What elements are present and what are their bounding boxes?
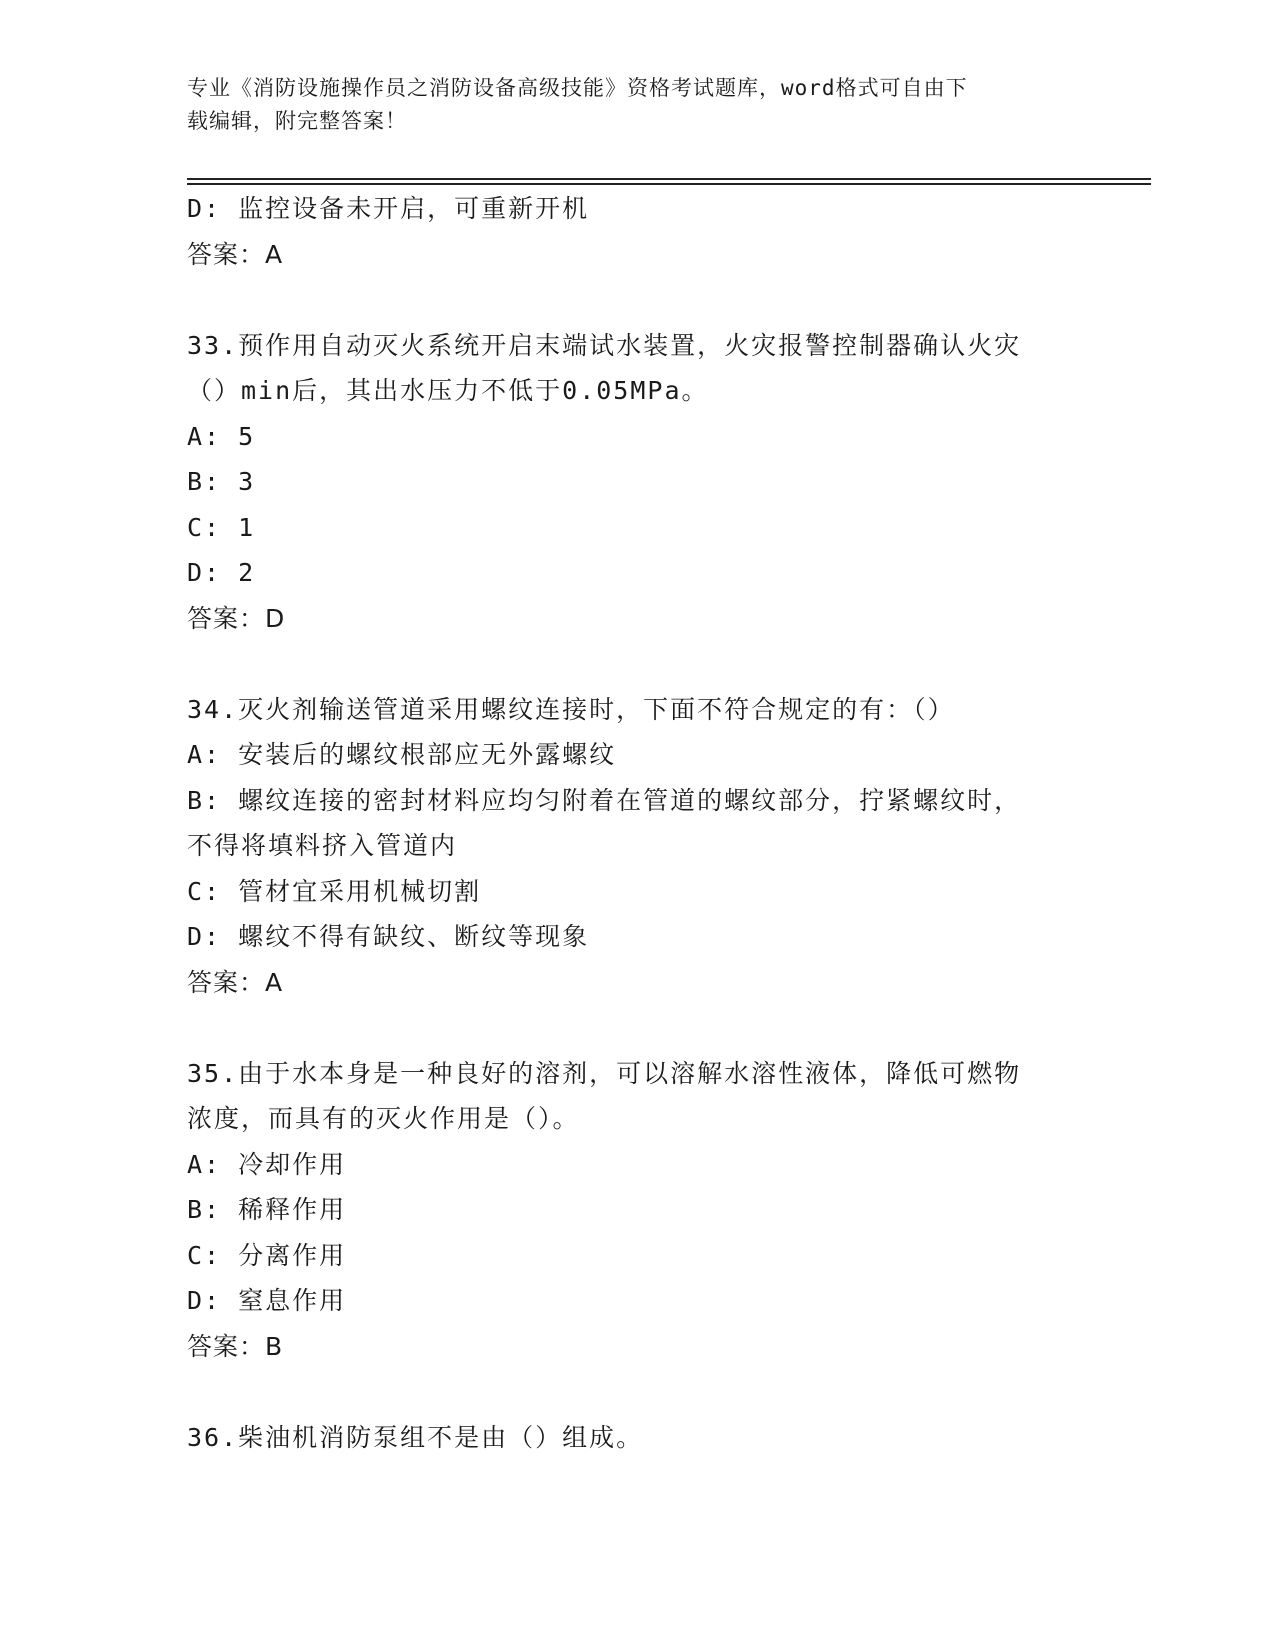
option-d: D: 2 xyxy=(187,558,256,587)
spacer xyxy=(187,1005,1087,1051)
question-content xyxy=(187,186,1087,1460)
answer: 答案：B xyxy=(187,1331,284,1361)
option-c: C: 管材宜采用机械切割 xyxy=(187,876,482,906)
option-c: C: 分离作用 xyxy=(187,1240,347,1270)
spacer xyxy=(187,277,1087,323)
question-stem: 36.柴油机消防泵组不是由（）组成。 xyxy=(187,1422,644,1452)
document-header xyxy=(187,72,1067,138)
question-32-tail xyxy=(187,186,1087,277)
question-36 xyxy=(187,1415,1087,1461)
option-b: B: 稀释作用 xyxy=(187,1195,347,1224)
question-stem-continued: 浓度，而具有的灭火作用是（）。 xyxy=(187,1104,580,1133)
question-stem-continued: （）min后，其出水压力不低于0.05MPa。 xyxy=(187,376,709,405)
option-c: C: 1 xyxy=(187,512,256,542)
question-34 xyxy=(187,687,1087,1006)
header-line-2: 载编辑，附完整答案！ xyxy=(187,109,407,133)
option-a: A: 安装后的螺纹根部应无外露螺纹 xyxy=(187,740,617,769)
answer: 答案：A xyxy=(187,967,284,997)
question-stem: 35.由于水本身是一种良好的溶剂，可以溶解水溶性液体，降低可燃物 xyxy=(187,1058,1022,1088)
question-33 xyxy=(187,323,1087,642)
question-stem: 34.灭火剂输送管道采用螺纹连接时，下面不符合规定的有：（） xyxy=(187,694,955,724)
header-line-1: 专业《消防设施操作员之消防设备高级技能》资格考试题库，word格式可自由下 xyxy=(187,76,968,100)
option-a: A: 冷却作用 xyxy=(187,1149,347,1179)
spacer xyxy=(187,1369,1087,1415)
option-b: B: 3 xyxy=(187,467,256,496)
option-a: A: 5 xyxy=(187,421,256,451)
option-b-continued: 不得将填料挤入管道内 xyxy=(187,831,458,860)
option-d: D: 监控设备未开启，可重新开机 xyxy=(187,194,590,223)
question-35 xyxy=(187,1051,1087,1370)
answer: 答案：A xyxy=(187,239,284,269)
header-divider-bottom xyxy=(187,183,1151,185)
option-d: D: 螺纹不得有缺纹、断纹等现象 xyxy=(187,922,590,951)
answer: 答案：D xyxy=(187,603,286,633)
header-divider-top xyxy=(187,178,1151,180)
option-b: B: 螺纹连接的密封材料应均匀附着在管道的螺纹部分，拧紧螺纹时， xyxy=(187,785,1022,815)
option-d: D: 窒息作用 xyxy=(187,1286,347,1315)
question-stem: 33.预作用自动灭火系统开启末端试水装置，火灾报警控制器确认火灾 xyxy=(187,330,1022,360)
spacer xyxy=(187,641,1087,687)
